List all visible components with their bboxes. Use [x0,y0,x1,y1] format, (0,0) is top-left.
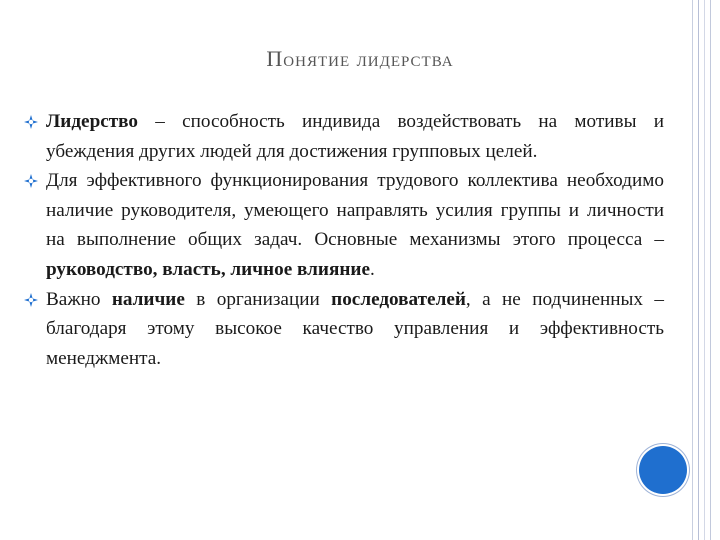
bullet-text [46,170,664,280]
text: Важно [46,288,112,310]
bullet-item [24,285,664,374]
text: . [369,258,375,280]
text: в организации [184,288,332,310]
bullet-item [24,107,664,166]
decorative-line [692,0,693,540]
bullet-text [46,289,664,369]
bullet-item [24,166,664,284]
decorative-line [698,0,699,540]
four-point-star-icon [24,293,38,307]
bold-text: последователей [331,288,466,310]
bold-text: Лидерство [46,111,139,132]
bold-text: руководство, власть, личное влияние [46,258,370,280]
bullet-list [24,107,664,373]
text: , а не подчиненных – благодаря этому высокое качество управления и эффективность менеджмента. [46,288,665,369]
bold-text: наличие [111,288,185,310]
decorative-line [710,0,711,540]
decorative-line [704,0,705,540]
decorative-circle [639,446,687,494]
slide-title: Понятие лидерства [266,46,454,71]
text: Для эффективного функционирования трудового коллектива необходимо наличие руководителя, умеющего направлять усилия группы и личности на выполнение общих задач. Основные механизмы этого процесса – [46,170,664,251]
text: – способность индивида воздействовать на мотивы и убеждения других людей для достижения групповых целей. [46,111,664,162]
four-point-star-icon [24,174,38,188]
four-point-star-icon [24,115,38,129]
bullet-text [46,111,664,162]
